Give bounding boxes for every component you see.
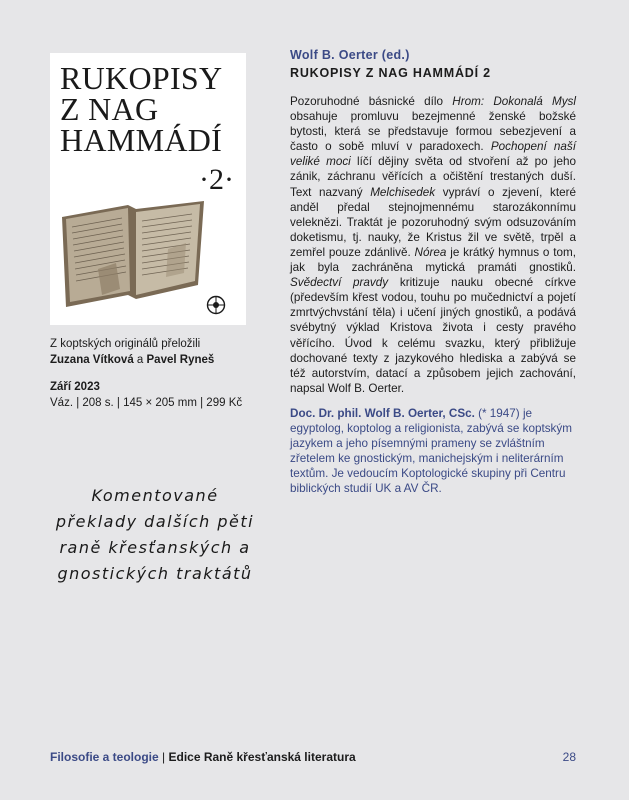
cover-title-line-3: HAMMÁDÍ bbox=[60, 122, 223, 158]
footer-separator: | bbox=[158, 750, 169, 764]
page-number: 28 bbox=[562, 750, 576, 764]
release-date: Září 2023 bbox=[50, 381, 100, 393]
book-details bbox=[290, 47, 576, 496]
publisher-seal-icon bbox=[206, 295, 226, 315]
desc-title-2: Pochopení naší veliké moci bbox=[290, 140, 576, 169]
author-bio-name: Doc. Dr. phil. Wolf B. Oerter, CSc. bbox=[290, 406, 475, 420]
book-specs: Váz. | 208 s. | 145 × 205 mm | 299 Kč bbox=[50, 397, 243, 409]
desc-title-1: Hrom: Dokonalá Mysl bbox=[452, 95, 576, 108]
author-bio bbox=[290, 406, 576, 497]
translator-1: Zuzana Vítková bbox=[50, 354, 134, 366]
cover-volume-number: ·2· bbox=[199, 163, 234, 196]
desc-title-5: Svědectví pravdy bbox=[290, 276, 389, 290]
page-footer bbox=[50, 749, 576, 765]
release-info bbox=[50, 379, 260, 411]
book-cover bbox=[50, 53, 246, 325]
footer-category: Filosofie a teologie bbox=[50, 750, 159, 764]
translator-credits-line: Z koptských originálů přeložili bbox=[50, 338, 201, 350]
footer-edition: Edice Raně křesťanská literatura bbox=[168, 750, 356, 764]
translator-2: Pavel Ryneš bbox=[146, 354, 215, 366]
desc-text-5: je krátký hymnus o tom, jak byla zachráněna mytická pramáti gnostiků. bbox=[290, 245, 576, 275]
tagline-text: Komentované překlady dalších pěti raně křesťanských a gnostických traktátů bbox=[55, 486, 255, 583]
book-title: RUKOPISY Z NAG HAMMÁDÍ 2 bbox=[290, 66, 491, 80]
desc-title-4: Nórea bbox=[414, 245, 447, 259]
desc-title-3: Melchisedek bbox=[370, 185, 436, 199]
book-description bbox=[290, 94, 576, 396]
desc-text-4: vypráví o zjevení, které anděl předal stejnojmennému starozákonnímu veleknězi. Traktát je pozoruhodný svým odsuzováním doketismu, tj. nauky, že Kristus žil ve světě, trpěl a zemřel pouze zdánlivě. bbox=[290, 185, 577, 259]
translator-conjunction: a bbox=[133, 354, 147, 366]
author-bio-text: (* 1947) je egyptolog, koptolog a religionista, zabývá se koptským jazykem a jeho písemnými prameny se zvláštním zřetelem ke gnostickým, manichejským i neliterárním textům. Je vedoucím Koptologické skupiny při Centru biblických studií UK a AV ČR. bbox=[290, 406, 572, 496]
desc-text-3: líčí dějiny světa od stvoření až po jeho zánik, záchranu věřících a očištění trestaných duší. Text nazvaný bbox=[290, 155, 576, 199]
translator-names bbox=[50, 352, 260, 368]
translator-credits bbox=[50, 336, 260, 368]
desc-text-6: kritizuje nauku obecné církve (především křest vodou, touhu po mučednictví a pojetí zmrtvýchvstání těla) i učení jiných gnostiků, a podává svébytný výklad Kristova života i cesty pravého věřícího. Úvod k celému svazku, který přibližuje dochované texty z jazykového hlediska a zabývá se též autorstvím, datací a způsobem jejich zachování, napsal Wolf B. Oerter. bbox=[290, 276, 576, 395]
cover-title-line-2: Z NAG bbox=[60, 91, 159, 127]
cover-title bbox=[60, 60, 240, 158]
tagline bbox=[50, 483, 260, 587]
manuscript-photo bbox=[58, 199, 208, 311]
desc-text-1: Pozoruhodné básnické dílo bbox=[290, 95, 453, 108]
desc-text-2: obsahuje promluvu bezejmenné ženské božské bytosti, která se představuje formou sebezjevení a často o sobě mluví v paradoxech. bbox=[290, 110, 576, 154]
book-author: Wolf B. Oerter (ed.) bbox=[290, 48, 410, 62]
cover-title-line-1: RUKOPISY bbox=[60, 60, 223, 96]
